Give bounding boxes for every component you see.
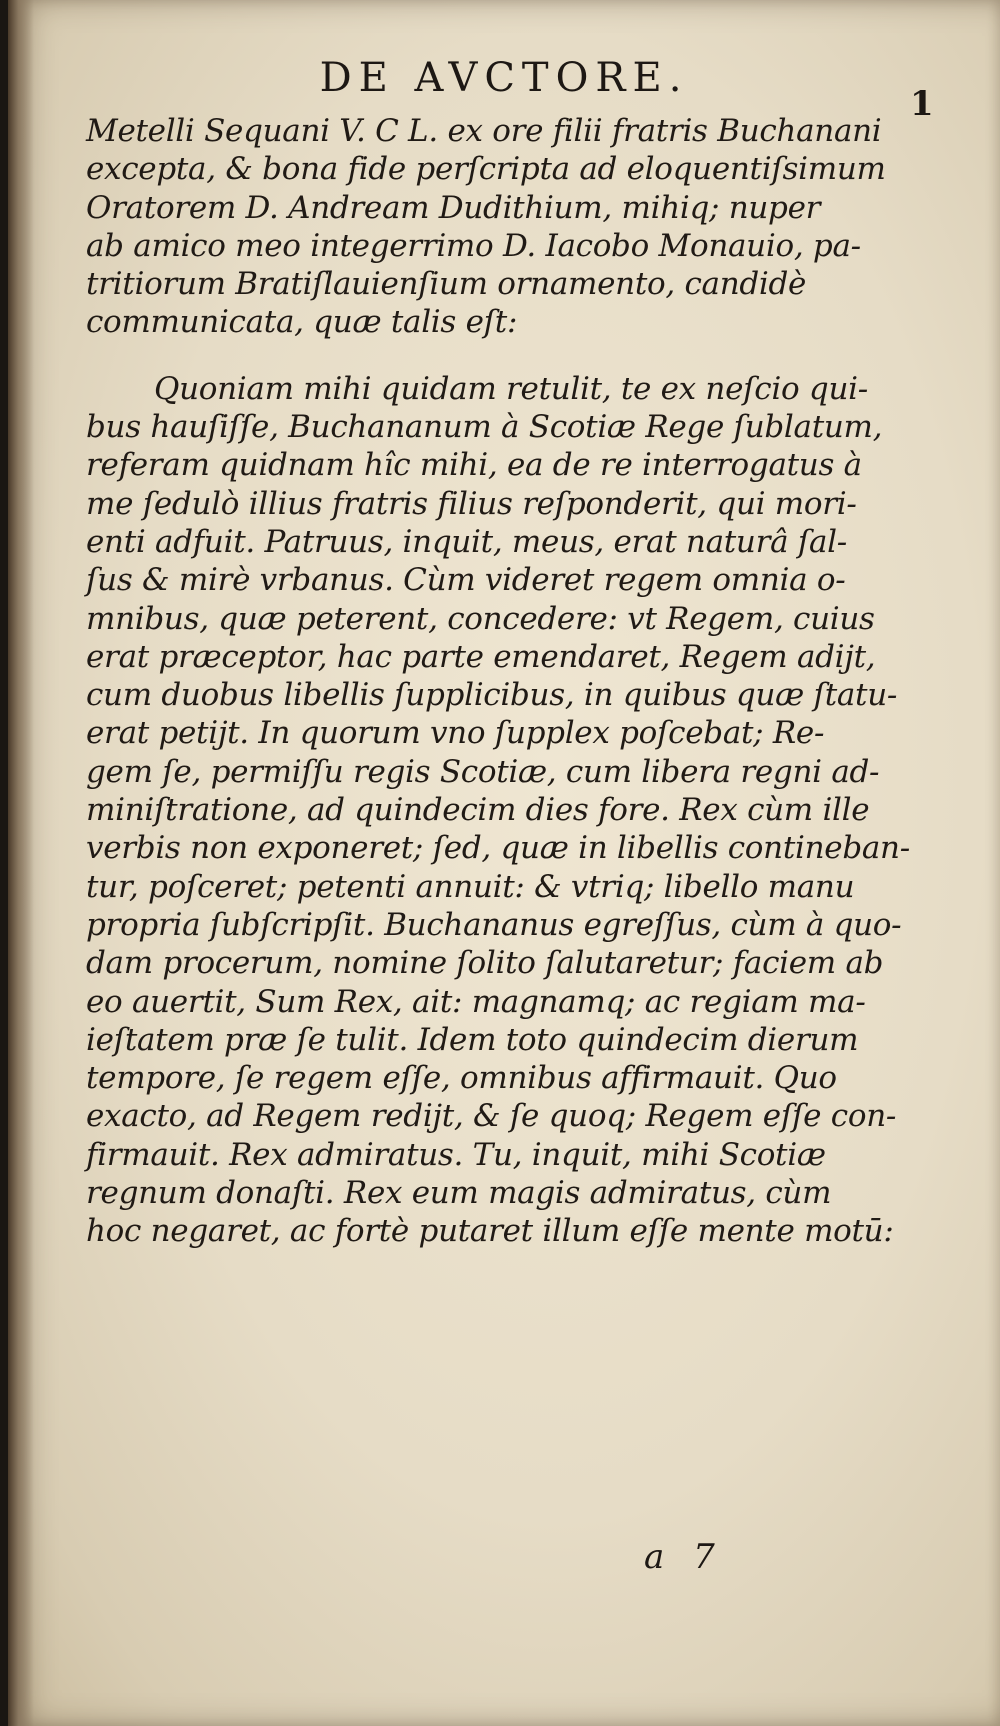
text-line: dam procerum, nomine ſolito ſalutaretur; faciem ab xyxy=(86,945,884,982)
text-line: cum duobus libellis ſupplicibus, in quibus quæ ſtatu- xyxy=(86,677,898,714)
folio-number: 1 xyxy=(910,84,934,124)
text-line: Metelli Sequani V. C L. ex ore filii fratris Buchanani xyxy=(86,113,882,149)
running-header: DE AVCTORE. xyxy=(319,55,689,101)
paragraph-1 xyxy=(86,112,926,342)
text-line: communicata, quæ talis eſt: xyxy=(86,304,518,341)
text-line: Quoniam mihi quidam retulit, te ex neſcio qui- xyxy=(154,370,868,407)
text-line: referam quidnam hîc mihi, ea de re interrogatus à xyxy=(86,447,862,484)
text-line: ieſtatem præ ſe tulit. Idem toto quindecim dierum xyxy=(86,1021,859,1058)
text-line: gem ſe, permiſſu regis Scotiæ, cum libera regni ad- xyxy=(86,753,880,790)
book-page xyxy=(8,0,1000,1726)
text-line: hoc negaret, ac fortè putaret illum eſſe mente motū: xyxy=(86,1213,894,1250)
text-line: mnibus, quæ peterent, concedere: vt Regem, cuius xyxy=(86,600,875,637)
text-line: verbis non exponeret; ſed, quæ in libellis contineban- xyxy=(86,830,910,867)
text-line: erat petijt. In quorum vno ſupplex poſcebat; Re- xyxy=(86,715,825,752)
text-line: me ſedulò illius fratris filius reſponderit, qui mori- xyxy=(86,485,857,522)
text-line: excepta, & bona fide perſcripta ad eloquentiſsimum xyxy=(86,151,886,188)
text-line: regnum donaſti. Rex eum magis admiratus, cùm xyxy=(86,1175,832,1212)
body-text xyxy=(86,112,926,1251)
text-line: ſus & mirè vrbanus. Cùm videret regem omnia o- xyxy=(86,562,846,599)
text-line: tur, poſceret; petenti annuit: & vtriq; libello manu xyxy=(86,868,855,905)
text-line: eo auertit, Sum Rex, ait: magnamq; ac regiam ma- xyxy=(86,983,866,1020)
paragraph-gap xyxy=(86,342,926,370)
text-line: propria ſubſcripſit. Buchananus egreſſus, cùm à quo- xyxy=(86,906,902,943)
text-line: ab amico meo integerrimo D. Iacobo Monauio, pa- xyxy=(86,227,861,264)
text-line: firmauit. Rex admiratus. Tu, inquit, mihi Scotiæ xyxy=(86,1136,826,1173)
signature-mark: a 7 xyxy=(644,1537,715,1577)
text-line: miniſtratione, ad quindecim dies fore. Rex cùm ille xyxy=(86,792,870,829)
text-line: bus hauſiſſe, Buchananum à Scotiæ Rege ſublatum, xyxy=(86,409,883,446)
text-line: erat præceptor, hac parte emendaret, Regem adijt, xyxy=(86,638,876,675)
text-line: tempore, ſe regem eſſe, omnibus affirmauit. Quo xyxy=(86,1060,837,1097)
text-line: exacto, ad Regem redijt, & ſe quoq; Regem eſſe con- xyxy=(86,1098,897,1135)
text-line: enti adfuit. Patruus, inquit, meus, erat naturâ ſal- xyxy=(86,523,847,560)
page-gutter-shadow xyxy=(8,0,34,1726)
paragraph-2 xyxy=(86,370,926,1251)
text-line: Oratorem D. Andream Dudithium, mihiq; nuper xyxy=(86,189,821,226)
text-line: tritiorum Bratiſlauienſium ornamento, candidè xyxy=(86,266,807,303)
